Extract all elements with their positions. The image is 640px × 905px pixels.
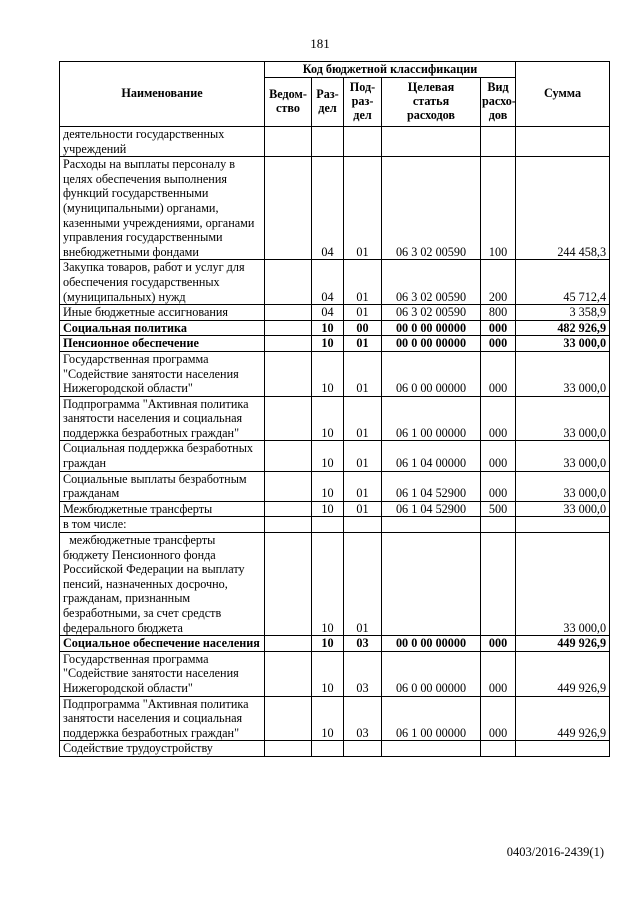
row-podrazdel: [344, 127, 382, 157]
row-vedomstvo: [265, 636, 312, 652]
row-vedomstvo: [265, 696, 312, 741]
row-razdel: 10: [312, 636, 344, 652]
row-target-article: 06 1 04 00000: [382, 441, 481, 471]
row-sum: [516, 517, 610, 533]
row-sum: 33 000,0: [516, 441, 610, 471]
table-row: [60, 336, 610, 352]
row-podrazdel: 01: [344, 336, 382, 352]
table-body: [60, 127, 610, 757]
row-vedomstvo: [265, 517, 312, 533]
row-podrazdel: 01: [344, 471, 382, 501]
row-name: Иные бюджетные ассигнования: [60, 305, 265, 321]
row-name: Межбюджетные трансферты: [60, 501, 265, 517]
row-podrazdel: 01: [344, 260, 382, 305]
row-vedomstvo: [265, 533, 312, 636]
row-expense-type: [481, 533, 516, 636]
row-sum: 449 926,9: [516, 636, 610, 652]
row-name: Подпрограмма "Активная политика занятости населения и социальная поддержка безработных граждан": [60, 396, 265, 441]
row-sum: 33 000,0: [516, 501, 610, 517]
row-podrazdel: 01: [344, 305, 382, 321]
table-row: [60, 517, 610, 533]
table-row: [60, 651, 610, 696]
row-target-article: 06 3 02 00590: [382, 305, 481, 321]
row-sum: [516, 741, 610, 757]
row-target-article: 06 0 00 00000: [382, 651, 481, 696]
row-podrazdel: [344, 517, 382, 533]
row-sum: 33 000,0: [516, 533, 610, 636]
table-row: [60, 741, 610, 757]
row-vedomstvo: [265, 471, 312, 501]
table-row: [60, 636, 610, 652]
row-podrazdel: 03: [344, 636, 382, 652]
row-sum: 449 926,9: [516, 651, 610, 696]
row-expense-type: 000: [481, 320, 516, 336]
row-expense-type: 000: [481, 441, 516, 471]
row-podrazdel: 01: [344, 351, 382, 396]
header-podrazdel: Под- раз- дел: [344, 78, 382, 127]
row-name: деятельности государственных учреждений: [60, 127, 265, 157]
row-expense-type: 000: [481, 336, 516, 352]
header-name: Наименование: [60, 62, 265, 127]
row-target-article: [382, 127, 481, 157]
row-expense-type: [481, 517, 516, 533]
row-sum: [516, 127, 610, 157]
row-name: Содействие трудоустройству: [60, 741, 265, 757]
row-sum: 33 000,0: [516, 471, 610, 501]
row-razdel: 10: [312, 651, 344, 696]
row-vedomstvo: [265, 651, 312, 696]
row-podrazdel: [344, 741, 382, 757]
table-row: [60, 305, 610, 321]
row-name: межбюджетные трансферты бюджету Пенсионного фонда Российской Федерации на выплату пенсий, назначенных досрочно, гражданам, признанным безработными, за счет средств федерального бюджета: [60, 533, 265, 636]
row-podrazdel: 03: [344, 696, 382, 741]
budget-table: [59, 61, 610, 757]
row-name: Социальная поддержка безработных граждан: [60, 441, 265, 471]
row-sum: 33 000,0: [516, 351, 610, 396]
row-vedomstvo: [265, 305, 312, 321]
row-vedomstvo: [265, 351, 312, 396]
row-expense-type: [481, 127, 516, 157]
row-sum: 482 926,9: [516, 320, 610, 336]
row-target-article: 06 3 02 00590: [382, 260, 481, 305]
row-razdel: 10: [312, 396, 344, 441]
row-sum: 33 000,0: [516, 396, 610, 441]
row-expense-type: 000: [481, 351, 516, 396]
row-expense-type: 000: [481, 636, 516, 652]
row-name: Социальная политика: [60, 320, 265, 336]
row-name: Расходы на выплаты персоналу в целях обеспечения выполнения функций государственными (муниципальными) органами, казенными учреждениями, органами управления государственными внебюджетными фондами: [60, 157, 265, 260]
row-target-article: [382, 533, 481, 636]
row-sum: 45 712,4: [516, 260, 610, 305]
row-name: Закупка товаров, работ и услуг для обеспечения государственных (муниципальных) нужд: [60, 260, 265, 305]
row-vedomstvo: [265, 396, 312, 441]
row-target-article: 06 3 02 00590: [382, 157, 481, 260]
table-row: [60, 471, 610, 501]
row-razdel: 10: [312, 696, 344, 741]
row-podrazdel: 00: [344, 320, 382, 336]
row-target-article: [382, 517, 481, 533]
row-razdel: 04: [312, 260, 344, 305]
row-razdel: 10: [312, 471, 344, 501]
table-row: [60, 127, 610, 157]
row-name: Пенсионное обеспечение: [60, 336, 265, 352]
row-razdel: 10: [312, 501, 344, 517]
row-target-article: 00 0 00 00000: [382, 320, 481, 336]
table-row: [60, 351, 610, 396]
table-row: [60, 260, 610, 305]
row-vedomstvo: [265, 127, 312, 157]
header-code-group: Код бюджетной классификации: [265, 62, 516, 78]
row-expense-type: 800: [481, 305, 516, 321]
header-razdel: Раз- дел: [312, 78, 344, 127]
row-expense-type: 100: [481, 157, 516, 260]
row-target-article: 06 1 00 00000: [382, 396, 481, 441]
table-row: [60, 533, 610, 636]
table-row: [60, 157, 610, 260]
row-name: Подпрограмма "Активная политика занятости населения и социальная поддержка безработных граждан": [60, 696, 265, 741]
row-sum: 33 000,0: [516, 336, 610, 352]
row-razdel: [312, 127, 344, 157]
row-name: Социальные выплаты безработным гражданам: [60, 471, 265, 501]
row-expense-type: 000: [481, 651, 516, 696]
row-podrazdel: 01: [344, 533, 382, 636]
row-podrazdel: 01: [344, 157, 382, 260]
row-sum: 449 926,9: [516, 696, 610, 741]
row-vedomstvo: [265, 441, 312, 471]
row-podrazdel: 01: [344, 396, 382, 441]
row-name: Государственная программа "Содействие занятости населения Нижегородской области": [60, 351, 265, 396]
row-razdel: 10: [312, 336, 344, 352]
row-expense-type: [481, 741, 516, 757]
row-target-article: 00 0 00 00000: [382, 336, 481, 352]
row-razdel: 10: [312, 441, 344, 471]
header-target-article: Целевая статья расходов: [382, 78, 481, 127]
row-expense-type: 500: [481, 501, 516, 517]
row-vedomstvo: [265, 320, 312, 336]
row-name: Социальное обеспечение населения: [60, 636, 265, 652]
row-expense-type: 000: [481, 396, 516, 441]
row-sum: 3 358,9: [516, 305, 610, 321]
row-podrazdel: 01: [344, 501, 382, 517]
row-sum: 244 458,3: [516, 157, 610, 260]
table-row: [60, 501, 610, 517]
row-podrazdel: 01: [344, 441, 382, 471]
table-row: [60, 696, 610, 741]
row-expense-type: 000: [481, 696, 516, 741]
row-target-article: [382, 741, 481, 757]
row-expense-type: 000: [481, 471, 516, 501]
row-vedomstvo: [265, 157, 312, 260]
row-razdel: 10: [312, 351, 344, 396]
row-target-article: 00 0 00 00000: [382, 636, 481, 652]
row-razdel: 04: [312, 305, 344, 321]
row-name: в том числе:: [60, 517, 265, 533]
row-vedomstvo: [265, 336, 312, 352]
row-razdel: [312, 741, 344, 757]
row-razdel: 04: [312, 157, 344, 260]
row-target-article: 06 1 04 52900: [382, 501, 481, 517]
row-expense-type: 200: [481, 260, 516, 305]
table-row: [60, 320, 610, 336]
row-vedomstvo: [265, 260, 312, 305]
row-target-article: 06 1 00 00000: [382, 696, 481, 741]
row-vedomstvo: [265, 741, 312, 757]
row-name: Государственная программа "Содействие занятости населения Нижегородской области": [60, 651, 265, 696]
header-expense-type: Вид расхо- дов: [481, 78, 516, 127]
table-row: [60, 396, 610, 441]
row-razdel: [312, 517, 344, 533]
row-target-article: 06 0 00 00000: [382, 351, 481, 396]
row-razdel: 10: [312, 320, 344, 336]
row-vedomstvo: [265, 501, 312, 517]
document-code: 0403/2016-2439(1): [506, 845, 604, 859]
table-row: [60, 441, 610, 471]
header-sum: Сумма: [516, 62, 610, 127]
row-target-article: 06 1 04 52900: [382, 471, 481, 501]
row-razdel: 10: [312, 533, 344, 636]
row-podrazdel: 03: [344, 651, 382, 696]
page-number: 181: [310, 36, 330, 51]
header-vedomstvo: Ведом- ство: [265, 78, 312, 127]
